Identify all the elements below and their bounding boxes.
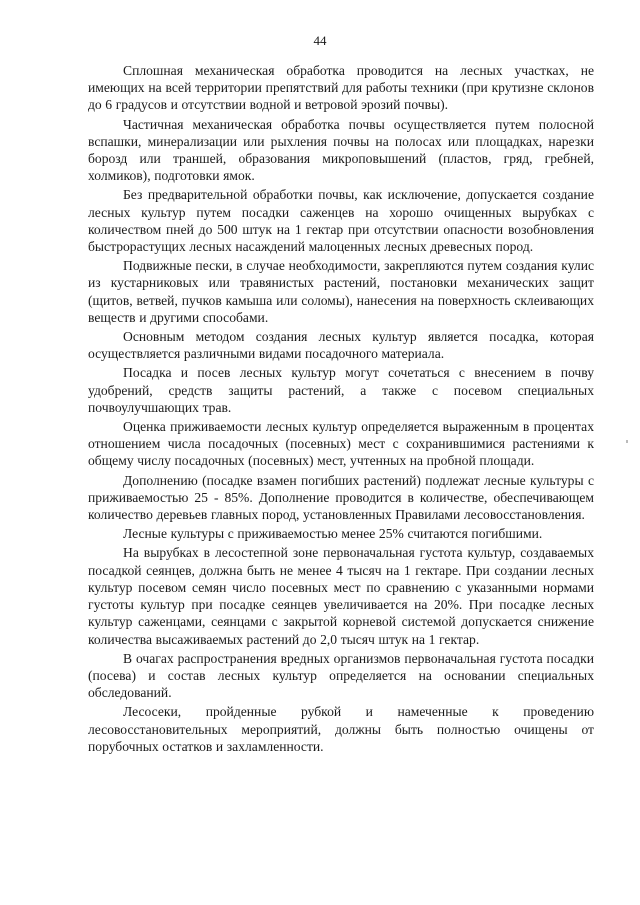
paragraph: Лесные культуры с приживаемостью менее 25% считаются погибшими. [123,526,543,542]
paragraph: Подвижные пески, в случае необходимости, закрепляются путем создания кулис из кустарниковых или травянистых растений, постановки механических защит (щитов, ветвей, пучков камыша или соломы), нанесения на поверхность склеивающих веществ и другими способами. [88,258,594,325]
paragraph: Дополнению (посадке взамен погибших растений) подлежат лесные культуры с приживаемостью 25 - 85%. Дополнение проводится в количестве, обеспечивающем количество деревьев главных пород, установленных Правилами лесовосстановления. [88,472,594,523]
paragraph: Частичная механическая обработка почвы осуществляется путем полосной вспашки, минерализации или рыхления почвы на полосах или площадках, нарезки борозд или траншей, образования микроповышений (пластов, гряд, гребней, холмиков), подготовки ямок. [88,116,594,184]
paragraph: Без предварительной обработки почвы, как исключение, допускается создание лесных культур путем посадки саженцев на хорошо очищенных вырубках с количеством пней до 500 штук на 1 гектар при отсутствии опасности возобновления быстрорастущих лесных насаждений малоценных лесных древесных пород. [88,187,594,255]
paragraph: Оценка приживаемости лесных культур определяется выраженным в процентах отношением числа посадочных (посевных) мест с сохранившимися растениями к общему числу посадочных (посевных) мест, учтенных на пробной площади. [88,419,594,469]
paragraph: Основным методом создания лесных культур является посадка, которая осуществляется различными видами посадочного материала. [88,329,594,362]
paragraph: Посадка и посев лесных культур могут сочетаться с внесением в почву удобрений, средств защиты растений, а также с посевом специальных почвоулучшающих трав. [88,365,594,415]
paragraph: Лесосеки, пройденные рубкой и намеченные к проведению лесовосстановительных мероприятий, должны быть полностью очищены от порубочных остатков и захламленности. [88,704,594,754]
document-body [88,62,594,757]
paragraph: Сплошная механическая обработка проводится на лесных участках, не имеющих на всей территории препятствий для работы техники (при крутизне склонов до 6 градусов и отсутствии водной и ветровой эрозий почвы). [88,63,594,113]
scan-speck [626,440,628,443]
page-number: 44 [313,33,327,48]
paragraph: В очагах распространения вредных организмов первоначальная густота посадки (посева) и состав лесных культур определяется на основании специальных обследований. [88,650,594,701]
paragraph: На вырубках в лесостепной зоне первоначальная густота культур, создаваемых посадкой сеянцев, должна быть не менее 4 тысяч на 1 гектаре. При создании лесных культур посевом семян число посевных мест по сравнению с указанными нормами густоты культур при посадке сеянцев увеличивается на 20%. При посадке лесных культур саженцами, сеянцами с закрытой корневой системой допускается снижение количества высаживаемых растений до 2,0 тысяч штук на 1 гектар. [88,545,594,647]
